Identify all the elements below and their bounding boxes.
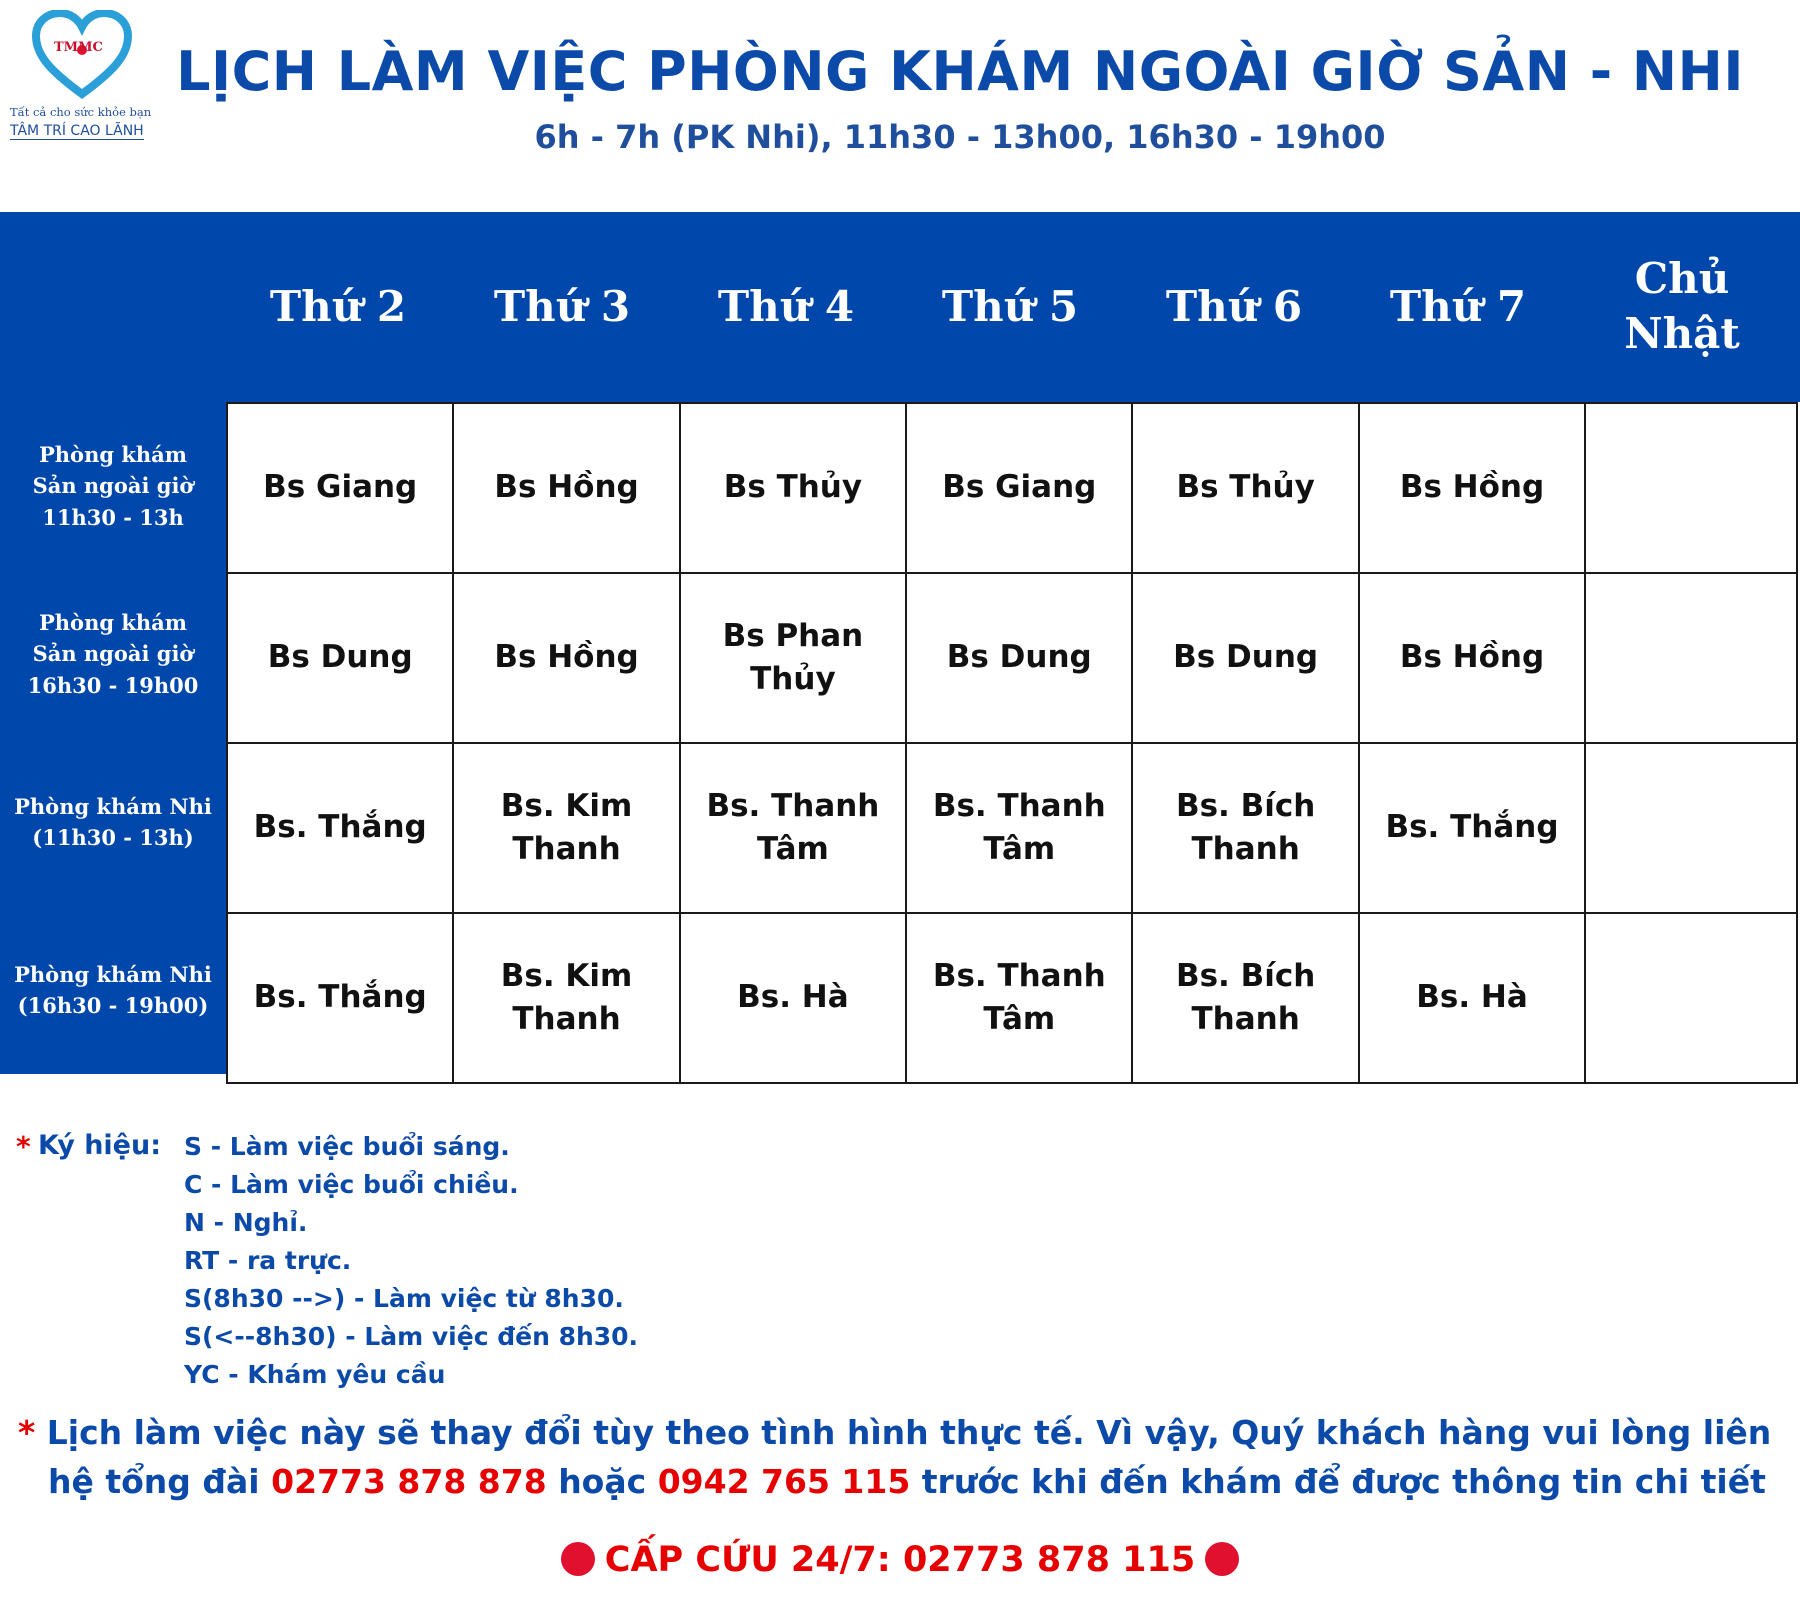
mobile-phone: 0942 765 115 [657,1462,911,1501]
table-row [227,573,1797,743]
legend-item: C - Làm việc buổi chiều. [184,1170,519,1199]
day-header-mon: Thứ 2 [269,281,407,331]
legend-star: * [16,1130,31,1163]
day-header-tue: Thứ 3 [493,281,631,331]
day-header-sun: Chủ Nhật [1624,254,1740,358]
logo [8,10,158,145]
legend-item: S(8h30 -->) - Làm việc từ 8h30. [184,1284,624,1313]
row-label-nhi-evening: Phòng khám Nhi (16h30 - 19h00) [0,906,226,1074]
schedule-cell: Bs. Thắng [227,743,453,913]
day-header-wed: Thứ 4 [717,281,855,331]
schedule-cell: Bs Dung [227,573,453,743]
notice-text-3: hoặc [558,1462,647,1501]
table-row [227,403,1797,573]
emergency-text: CẤP CỨU 24/7: 02773 878 115 [604,1540,1196,1580]
schedule-cell: Bs Hồng [453,403,679,573]
schedule-cell: Bs. Kim Thanh [453,913,679,1083]
schedule-cell [1585,403,1797,573]
logo-tagline: Tất cả cho sức khỏe bạn [10,105,152,119]
schedule-cell: Bs. Bích Thanh [1132,913,1358,1083]
schedule-cell: Bs Dung [906,573,1132,743]
page-subtitle: 6h - 7h (PK Nhi), 11h30 - 13h00, 16h30 - 19h00 [534,118,1386,156]
schedule-cell: Bs Thủy [1132,403,1358,573]
schedule-cell: Bs. Thanh Tâm [906,913,1132,1083]
red-dot-icon [1205,1542,1239,1576]
row-label-san-midday: Phòng khám Sản ngoài giờ 11h30 - 13h [0,402,226,570]
schedule-cell: Bs. Hà [680,913,906,1083]
schedule-cell: Bs. Thanh Tâm [680,743,906,913]
schedule-cell: Bs. Bích Thanh [1132,743,1358,913]
row-label-nhi-midday: Phòng khám Nhi (11h30 - 13h) [0,738,226,906]
heart-logo-icon [32,10,132,100]
day-header-sat: Thứ 7 [1389,281,1527,331]
schedule-cell: Bs Hồng [1359,403,1585,573]
schedule-cell: Bs. Kim Thanh [453,743,679,913]
day-header-thu: Thứ 5 [941,281,1079,331]
page-title: LỊCH LÀM VIỆC PHÒNG KHÁM NGOÀI GIỜ SẢN - NHI [176,40,1744,103]
legend-item: N - Nghỉ. [184,1208,308,1237]
schedule-cell: Bs Phan Thủy [680,573,906,743]
schedule-cell [1585,913,1797,1083]
legend-item: YC - Khám yêu cầu [184,1360,446,1389]
hotline-phone: 02773 878 878 [271,1462,547,1501]
legend-item: S(<--8h30) - Làm việc đến 8h30. [184,1322,639,1351]
logo-mark: TMMC [54,40,103,55]
schedule-cell [1585,743,1797,913]
schedule-cell: Bs Hồng [453,573,679,743]
schedule-table [226,402,1798,1084]
schedule-cell: Bs Thủy [680,403,906,573]
notice-text-4: trước khi đến khám để được thông tin chi tiết [921,1462,1766,1501]
notice-star: * [18,1413,36,1452]
notice-text-2: hệ tổng đài [48,1462,260,1501]
schedule-cell [1585,573,1797,743]
schedule-cell: Bs. Thanh Tâm [906,743,1132,913]
legend-title: Ký hiệu: [38,1130,162,1161]
schedule-cell: Bs Dung [1132,573,1358,743]
legend-item: RT - ra trực. [184,1246,352,1275]
schedule-cell: Bs Hồng [1359,573,1585,743]
red-dot-icon [561,1542,595,1576]
legend-item: S - Làm việc buổi sáng. [184,1132,510,1161]
logo-name: TÂM TRÍ CAO LÃNH [10,123,144,139]
row-label-san-evening: Phòng khám Sản ngoài giờ 16h30 - 19h00 [0,570,226,738]
table-row [227,913,1797,1083]
table-row [227,743,1797,913]
schedule-cell: Bs. Thắng [1359,743,1585,913]
legend-list [184,1128,638,1394]
schedule-cell: Bs Giang [906,403,1132,573]
day-header-fri: Thứ 6 [1165,281,1303,331]
schedule-cell: Bs. Thắng [227,913,453,1083]
notice [18,1408,1788,1506]
schedule-cell: Bs Giang [227,403,453,573]
schedule-cell: Bs. Hà [1359,913,1585,1083]
emergency-line [0,1540,1800,1580]
notice-text-1: Lịch làm việc này sẽ thay đổi tùy theo tình hình thực tế. Vì vậy, Quý khách hàng vui lòng liên [46,1413,1772,1452]
